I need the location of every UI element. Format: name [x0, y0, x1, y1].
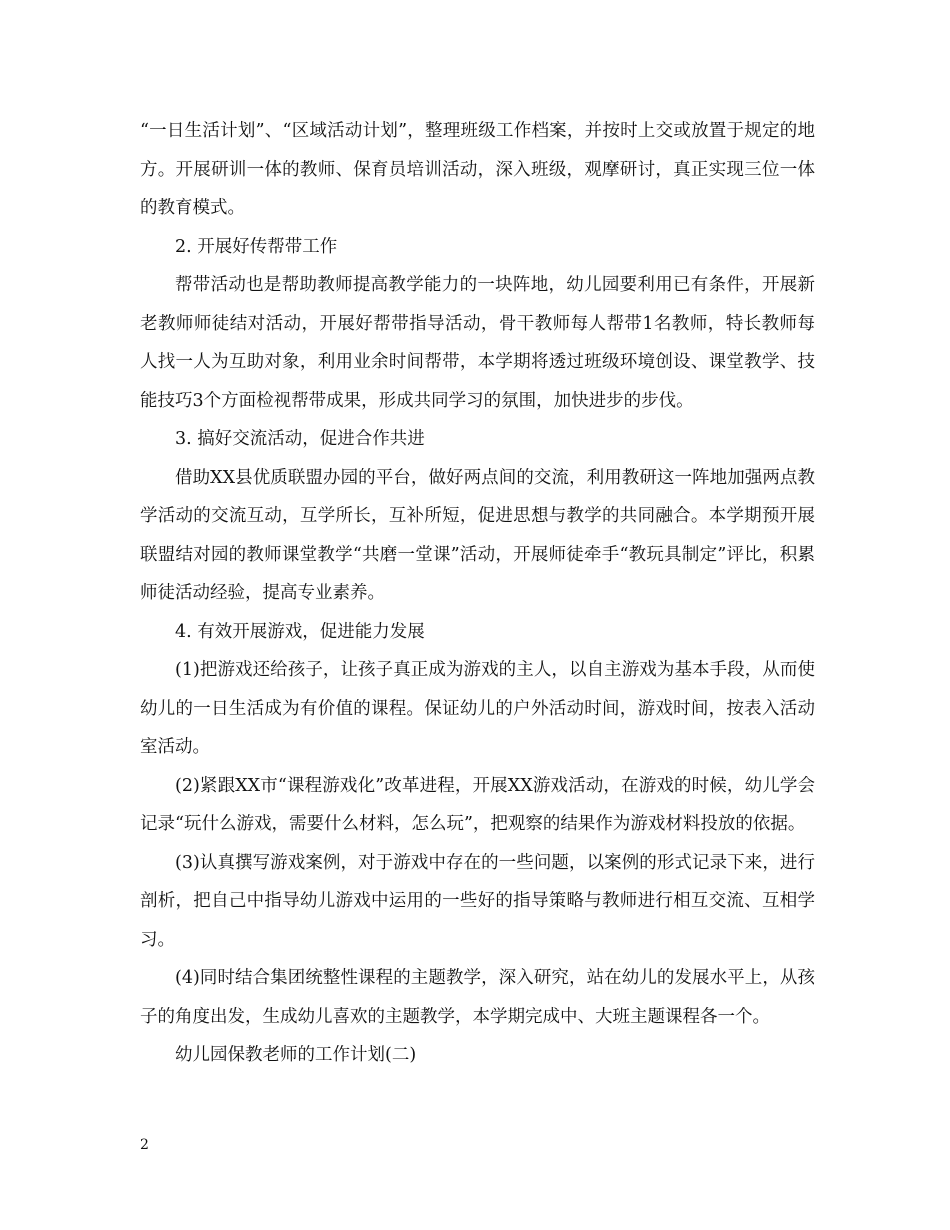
paragraph-10: (4)同时结合集团统整性课程的主题教学，深入研究，站在幼儿的发展水平上，从孩子的角度出发，生成幼儿喜欢的主题教学，本学期完成中、大班主题课程各一个。: [140, 968, 815, 1027]
heading-2: 2. 开展好传帮带工作: [175, 236, 338, 257]
paragraph-1: “一日生活计划”、“区域活动计划”，整理班级工作档案，并按时上交或放置于规定的地方。开展研训一体的教师、保育员培训活动，深入班级，观摩研讨，真正实现三位一体的教育模式。: [140, 121, 815, 218]
paragraph-5: 借助XX县优质联盟办园的平台，做好两点间的交流，利用教研这一阵地加强两点教学活动的交流互动，互学所长，互补所短，促进思想与教学的共同融合。本学期预开展联盟结对园的教师课堂教学“共磨一堂课”活动，开展师徒牵手“教玩具制定”评比，积累师徒活动经验，提高专业素养。: [140, 467, 815, 603]
heading-4: 4. 有效开展游戏，促进能力发展: [175, 621, 425, 642]
section-title: 幼儿园保教老师的工作计划(二): [175, 1045, 417, 1065]
paragraph-8: (2)紧跟XX市“课程游戏化”改革进程，开展XX游戏活动，在游戏的时候，幼儿学会记录“玩什么游戏，需要什么材料，怎么玩”，把观察的结果作为游戏材料投放的依据。: [140, 775, 815, 834]
heading-3: 3. 搞好交流活动，促进合作共进: [175, 429, 425, 449]
paragraph-9: (3)认真撰写游戏案例，对于游戏中存在的一些问题，以案例的形式记录下来，进行剖析，把自己中指导幼儿游戏中运用的一些好的指导策略与教师进行相互交流、互相学习。: [140, 852, 815, 950]
paragraph-7: (1)把游戏还给孩子，让孩子真正成为游戏的主人，以自主游戏为基本手段，从而使幼儿的一日生活成为有价值的课程。保证幼儿的户外活动时间，游戏时间，按表入活动室活动。: [140, 660, 815, 757]
paragraph-3: 帮带活动也是帮助教师提高教学能力的一块阵地，幼儿园要利用已有条件，开展新老教师师徒结对活动，开展好帮带指导活动，骨干教师每人帮带1名教师，特长教师每人找一人为互助对象，利用业余时间帮带，本学期将透过班级环境创设、课堂教学、技能技巧3个方面检视帮带成果，形成共同学习的氛围，加快进步的步伐。: [140, 275, 815, 411]
document-body: [140, 112, 815, 1075]
page-number: 2: [140, 1137, 149, 1153]
